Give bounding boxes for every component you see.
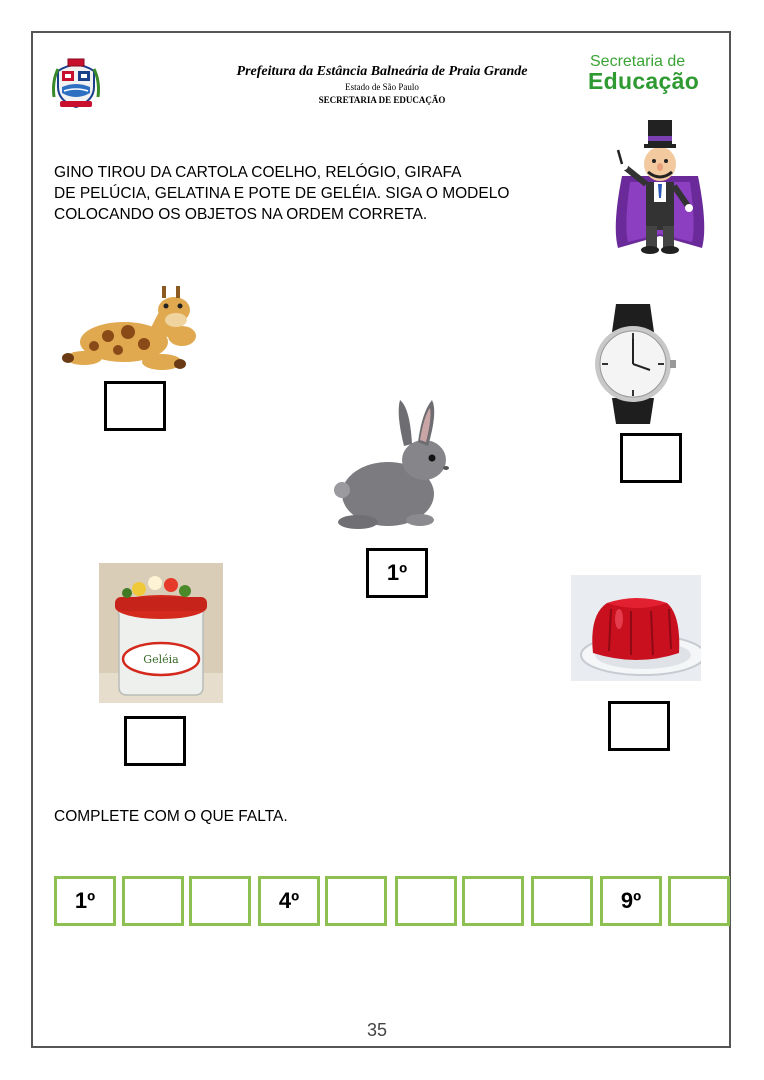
- rabbit-image: [328, 394, 450, 538]
- sequence-cell-2[interactable]: [122, 876, 184, 926]
- watch-order-box[interactable]: [620, 433, 682, 483]
- giraffe-plush-image: [58, 276, 198, 380]
- complete-instruction: COMPLETE COM O QUE FALTA.: [54, 808, 288, 825]
- sequence-cell-8[interactable]: [531, 876, 593, 926]
- jar-order-box[interactable]: [124, 716, 186, 766]
- header-department: SECRETARIA DE EDUCAÇÃO: [318, 95, 446, 105]
- instruction-line: GINO TIROU DA CARTOLA COELHO, RELÓGIO, GIRAFA: [54, 164, 462, 181]
- sequence-cell-10[interactable]: [668, 876, 730, 926]
- wrist-watch-image: [588, 302, 680, 426]
- sequence-cell-5[interactable]: [325, 876, 387, 926]
- sequence-cell-1[interactable]: 1º: [54, 876, 116, 926]
- sequence-cell-3[interactable]: [189, 876, 251, 926]
- instruction-line: COLOCANDO OS OBJETOS NA ORDEM CORRETA.: [54, 206, 428, 223]
- instructions-text: [54, 162, 594, 225]
- gelatin-order-box[interactable]: [608, 701, 670, 751]
- giraffe-order-box[interactable]: [104, 381, 166, 431]
- jar-label-text: Geléia: [143, 653, 179, 666]
- education-logo-line1: Secretaria de: [590, 53, 686, 70]
- instruction-line: DE PELÚCIA, GELATINA E POTE DE GELÉIA. SIGA O MODELO: [54, 185, 510, 202]
- sequence-cell-9[interactable]: 9º: [600, 876, 662, 926]
- page-number: 35: [366, 1020, 388, 1040]
- sequence-cell-7[interactable]: [462, 876, 524, 926]
- header-subtitle: Estado de São Paulo: [345, 82, 419, 92]
- education-logo-line2: Educação: [588, 68, 700, 94]
- header-title: Prefeitura da Estância Balneária de Praia Grande: [236, 64, 528, 79]
- gelatin-dessert-image: [571, 575, 701, 681]
- sequence-cell-4[interactable]: 4º: [258, 876, 320, 926]
- sequence-cell-6[interactable]: [395, 876, 457, 926]
- magician-illustration: [608, 116, 712, 260]
- jelly-jar-image: [99, 563, 223, 703]
- rabbit-order-box[interactable]: 1º: [366, 548, 428, 598]
